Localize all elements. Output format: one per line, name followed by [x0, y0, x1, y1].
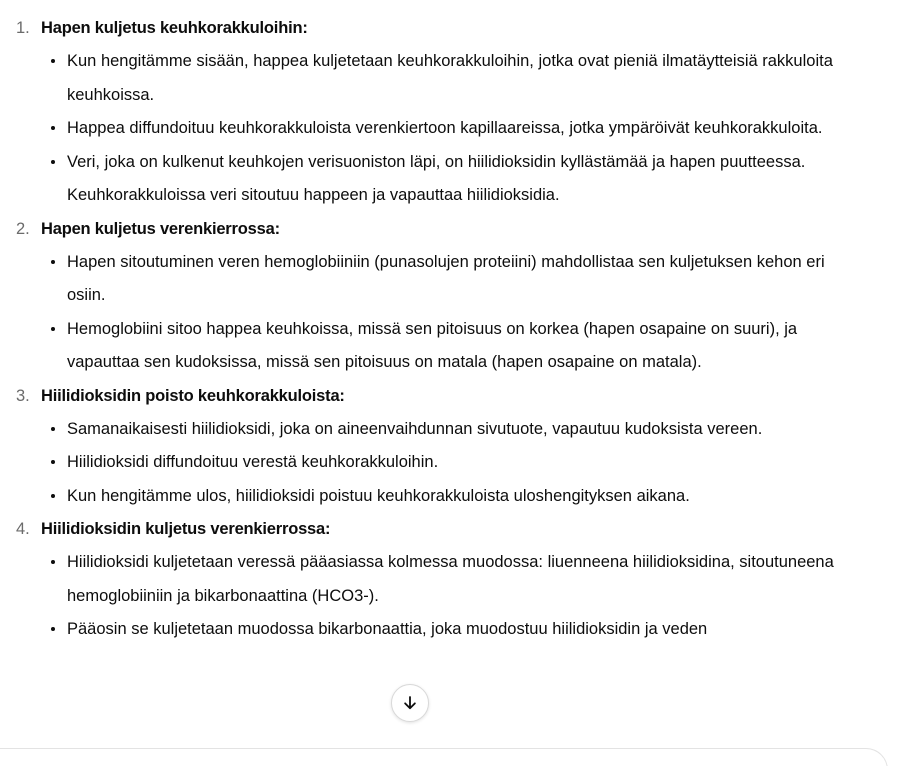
list-item-text: Hapen sitoutuminen veren hemoglobiiniin (punasolujen proteiini) mahdollistaa sen kuljetuksen kehon eri osiin.: [67, 252, 825, 304]
bullet-dot-icon: [51, 160, 55, 164]
list-item: [0, 146, 904, 213]
arrow-down-icon: [401, 694, 419, 712]
bullet-dot-icon: [51, 627, 55, 631]
section-heading: [0, 12, 904, 45]
section-item: [0, 380, 904, 514]
list-item: [0, 313, 904, 380]
bullet-dot-icon: [51, 126, 55, 130]
list-item-text: Pääosin se kuljetetaan muodossa bikarbonaattia, joka muodostuu hiilidioksidin ja veden: [67, 620, 708, 638]
numbered-list: [0, 12, 904, 647]
list-item-text: Samanaikaisesti hiilidioksidi, joka on aineenvaihdunnan sivutuote, vapautuu kudoksista vereen.: [67, 419, 763, 438]
list-item-text: Kun hengitämme sisään, happea kuljetetaan keuhkorakkuloihin, jotka ovat pieniä ilmatäytteisiä rakkuloita keuhkoissa.: [67, 52, 833, 104]
list-item: [0, 413, 904, 447]
bullet-dot-icon: [51, 427, 55, 431]
bullet-dot-icon: [51, 59, 55, 63]
section-item: [0, 213, 904, 380]
bullet-list: [0, 246, 904, 380]
bullet-list: [0, 413, 904, 514]
section-number: 3.: [16, 386, 30, 405]
list-item: [0, 45, 904, 112]
section-item: [0, 513, 904, 647]
bullet-dot-icon: [51, 260, 55, 264]
section-heading: [0, 380, 904, 413]
section-heading: [0, 213, 904, 246]
bullet-dot-icon: [51, 494, 55, 498]
bullet-dot-icon: [51, 327, 55, 331]
list-item-text: Hiilidioksidi diffundoituu verestä keuhkorakkuloihin.: [67, 453, 439, 471]
list-item: [0, 613, 904, 647]
list-item-text: Kun hengitämme ulos, hiilidioksidi poistuu keuhkorakkuloista uloshengityksen aikana.: [67, 486, 690, 505]
list-item: [0, 112, 904, 146]
scroll-to-bottom-button[interactable]: [391, 684, 429, 722]
list-item-text: Hemoglobiini sitoo happea keuhkoissa, missä sen pitoisuus on korkea (hapen osapaine on suuri), ja vapauttaa sen kudoksissa, missä sen pitoisuus on matala (hapen osapaine on matala).: [67, 319, 798, 371]
section-title: Hapen kuljetus keuhkorakkuloihin:: [41, 19, 308, 37]
list-item: [0, 446, 904, 480]
bullet-list: [0, 546, 904, 647]
list-item: [0, 246, 904, 313]
section-heading: [0, 513, 904, 546]
message-content: [0, 12, 904, 647]
section-title: Hiilidioksidin kuljetus verenkierrossa:: [41, 520, 331, 538]
section-title: Hiilidioksidin poisto keuhkorakkuloista:: [41, 386, 345, 405]
section-number: 2.: [16, 219, 30, 238]
bullet-dot-icon: [51, 560, 55, 564]
list-item: [0, 480, 904, 514]
section-number: 1.: [16, 19, 30, 37]
section-item: [0, 12, 904, 213]
message-composer[interactable]: [0, 748, 888, 766]
section-title: Hapen kuljetus verenkierrossa:: [41, 219, 280, 238]
list-item: [0, 546, 904, 613]
list-item-text: Veri, joka on kulkenut keuhkojen verisuoniston läpi, on hiilidioksidin kyllästämää ja hapen puutteessa. Keuhkorakkuloissa veri sitoutuu happeen ja vapauttaa hiilidioksidia.: [67, 152, 806, 204]
list-item-text: Happea diffundoituu keuhkorakkuloista verenkiertoon kapillaareissa, jotka ympäröivät keuhkorakkuloita.: [67, 119, 823, 137]
bullet-dot-icon: [51, 460, 55, 464]
list-item-text: Hiilidioksidi kuljetetaan veressä pääasiassa kolmessa muodossa: liuenneena hiilidioksidina, sitoutuneena hemoglobiiniin ja bikarbonaattina (HCO3-).: [67, 553, 834, 605]
bullet-list: [0, 45, 904, 213]
section-number: 4.: [16, 520, 30, 538]
